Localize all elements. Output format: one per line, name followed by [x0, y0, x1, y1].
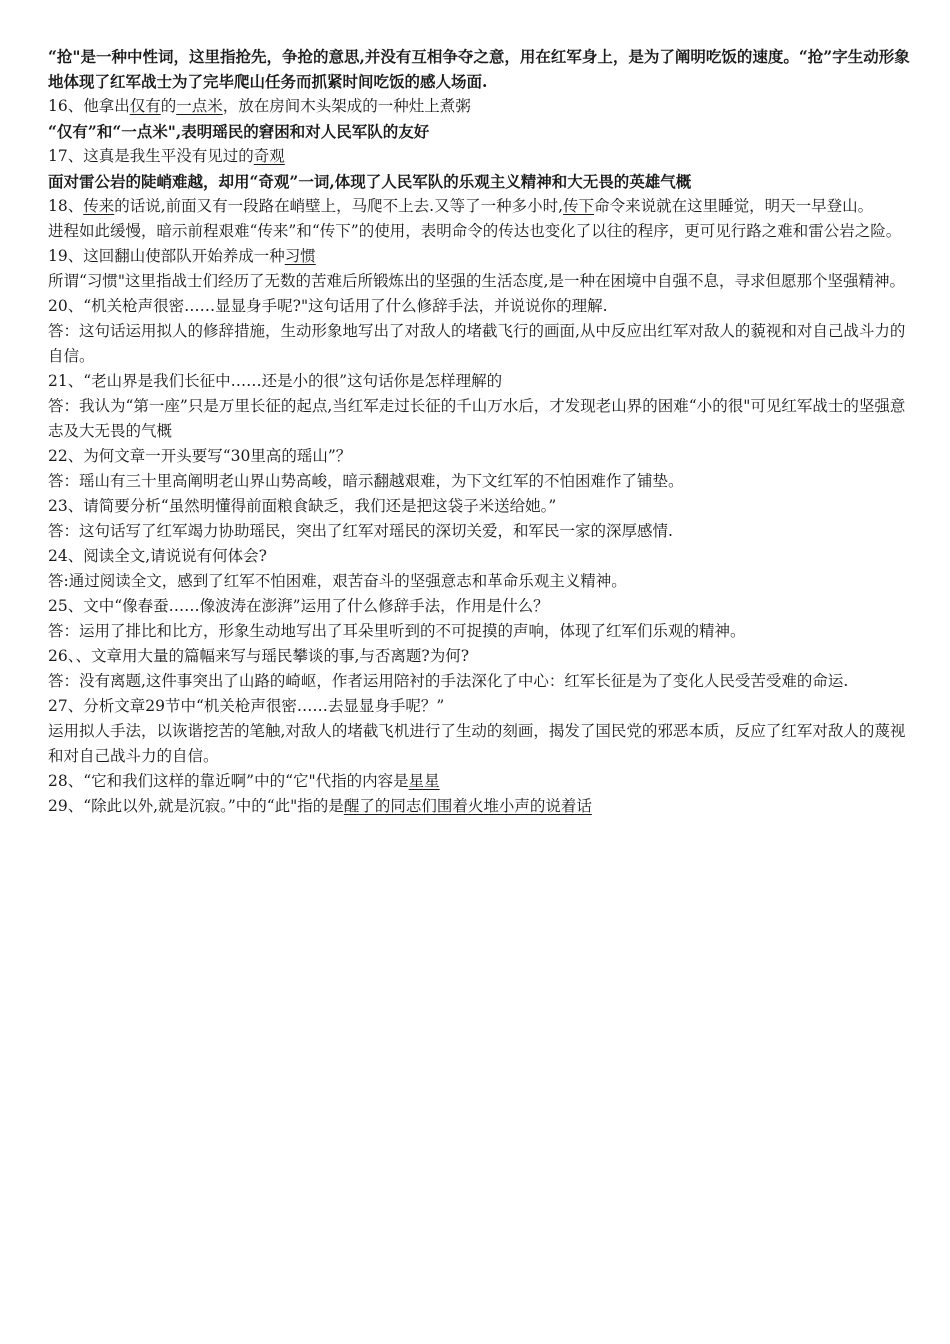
question-18 — [48, 194, 910, 219]
answer-paragraph-qiang: “抢"是一种中性词，这里指抢先，争抢的意思,并没有互相争夺之意，用在红军身上，是为了阐明吃饭的速度。“抢”字生动形象地体现了红军战士为了完毕爬山任务而抓紧时间吃饭的感人场面. — [48, 47, 910, 91]
answer-18: 进程如此缓慢，暗示前程艰难“传来”和“传下”的使用，表明命令的传达也变化了以往的程序，更可见行路之难和雷公岩之险。 — [48, 222, 902, 240]
question-21: 21、“老山界是我们长征中……还是小的很”这句话你是怎样理解的 — [48, 372, 503, 390]
underlined-term: 传下 — [563, 197, 595, 215]
answer-17: 面对雷公岩的陡峭难越，却用“奇观”一词,体现了人民军队的乐观主义精神和大无畏的英雄气概 — [48, 172, 692, 191]
answer-16: “仅有”和“一点米",表明瑶民的窘困和对人民军队的友好 — [48, 122, 430, 141]
question-18-text: 18、 — [48, 197, 84, 215]
question-20: 20、“机关枪声很密……显显身手呢?"这句话用了什么修辞手法，并说说你的理解. — [48, 297, 608, 315]
underlined-answer: 醒了的同志们围着火堆小声的说着话 — [343, 797, 592, 815]
answer-27: 运用拟人手法，以诙谐挖苦的笔触,对敌人的堵截飞机进行了生动的刻画，揭发了国民党的邪恶本质，反应了红军对敌人的蔑视和对自己战斗力的自信。 — [48, 722, 906, 765]
answer-24: 答:通过阅读全文，感到了红军不怕困难，艰苦奋斗的坚强意志和革命乐观主义精神。 — [48, 572, 627, 590]
underlined-answer: 星星 — [408, 772, 440, 790]
question-17 — [48, 144, 910, 169]
answer-19: 所谓“习惯"这里指战士们经历了无数的苦难后所锻炼出的坚强的生活态度,是一种在困境中自强不息，寻求但愿那个坚强精神。 — [48, 272, 905, 290]
question-26: 26、、文章用大量的篇幅来写与瑶民攀谈的事,与否离题?为何? — [48, 647, 470, 665]
question-18-text: 命令来说就在这里睡觉，明天一早登山。 — [594, 197, 874, 215]
question-28 — [48, 769, 910, 794]
question-29 — [48, 794, 910, 819]
underlined-term: 一点米 — [176, 97, 223, 115]
question-28-text: 28、“它和我们这样的靠近啊”中的“它"代指的内容是 — [48, 772, 409, 790]
answer-22: 答：瑶山有三十里高阐明老山界山势高峻，暗示翻越艰难，为下文红军的不怕困难作了铺垫。 — [48, 472, 684, 490]
question-16-text: 16、他拿出 — [48, 97, 130, 115]
answer-25: 答：运用了排比和比方，形象生动地写出了耳朵里听到的不可捉摸的声响，体现了红军们乐观的精神。 — [48, 622, 746, 640]
question-16-text: ，放在房间木头架成的一种灶上煮粥 — [222, 97, 471, 115]
answer-23: 答：这句话写了红军竭力协助瑶民，突出了红军对瑶民的深切关爱，和军民一家的深厚感情. — [48, 522, 673, 540]
question-16 — [48, 94, 910, 119]
question-22: 22、为何文章一开头要写“30里高的瑶山”？ — [48, 447, 352, 465]
question-29-text: 29、“除此以外,就是沉寂。”中的“此"指的是 — [48, 797, 344, 815]
answer-26: 答：没有离题,这件事突出了山路的崎岖，作者运用陪衬的手法深化了中心：红军长征是为了变化人民受苦受难的命运. — [48, 672, 849, 690]
question-23: 23、请简要分析“虽然明懂得前面粮食缺乏，我们还是把这袋子米送给她。” — [48, 497, 557, 515]
question-19-text: 19、这回翻山使部队开始养成一种 — [48, 247, 285, 265]
question-16-text: 的 — [160, 97, 177, 115]
answer-21: 答：我认为“第一座”只是万里长征的起点,当红军走过长征的千山万水后，才发现老山界的困难“小的很"可见红军战士的坚强意志及大无畏的气概 — [48, 397, 906, 440]
question-19 — [48, 244, 910, 269]
answer-20: 答：这句话运用拟人的修辞措施，生动形象地写出了对敌人的堵截飞行的画面,从中反应出红军对敌人的藐视和对自己战斗力的自信。 — [48, 322, 906, 365]
question-27: 27、分析文章29节中“机关枪声很密……去显显身手呢？” — [48, 697, 445, 715]
underlined-term: 仅有 — [129, 97, 161, 115]
underlined-term: 传来 — [83, 197, 115, 215]
document-page — [48, 44, 910, 819]
underlined-term: 习惯 — [284, 247, 316, 265]
underlined-term: 奇观 — [253, 147, 285, 165]
question-18-text: 的话说,前面又有一段路在峭壁上，马爬不上去.又等了一种多小时, — [114, 197, 564, 215]
question-17-text: 17、这真是我生平没有见过的 — [48, 147, 254, 165]
question-25: 25、文中“像春蚕……像波涛在澎湃”运用了什么修辞手法，作用是什么？ — [48, 597, 549, 615]
question-24: 24、阅读全文,请说说有何体会? — [48, 547, 267, 565]
